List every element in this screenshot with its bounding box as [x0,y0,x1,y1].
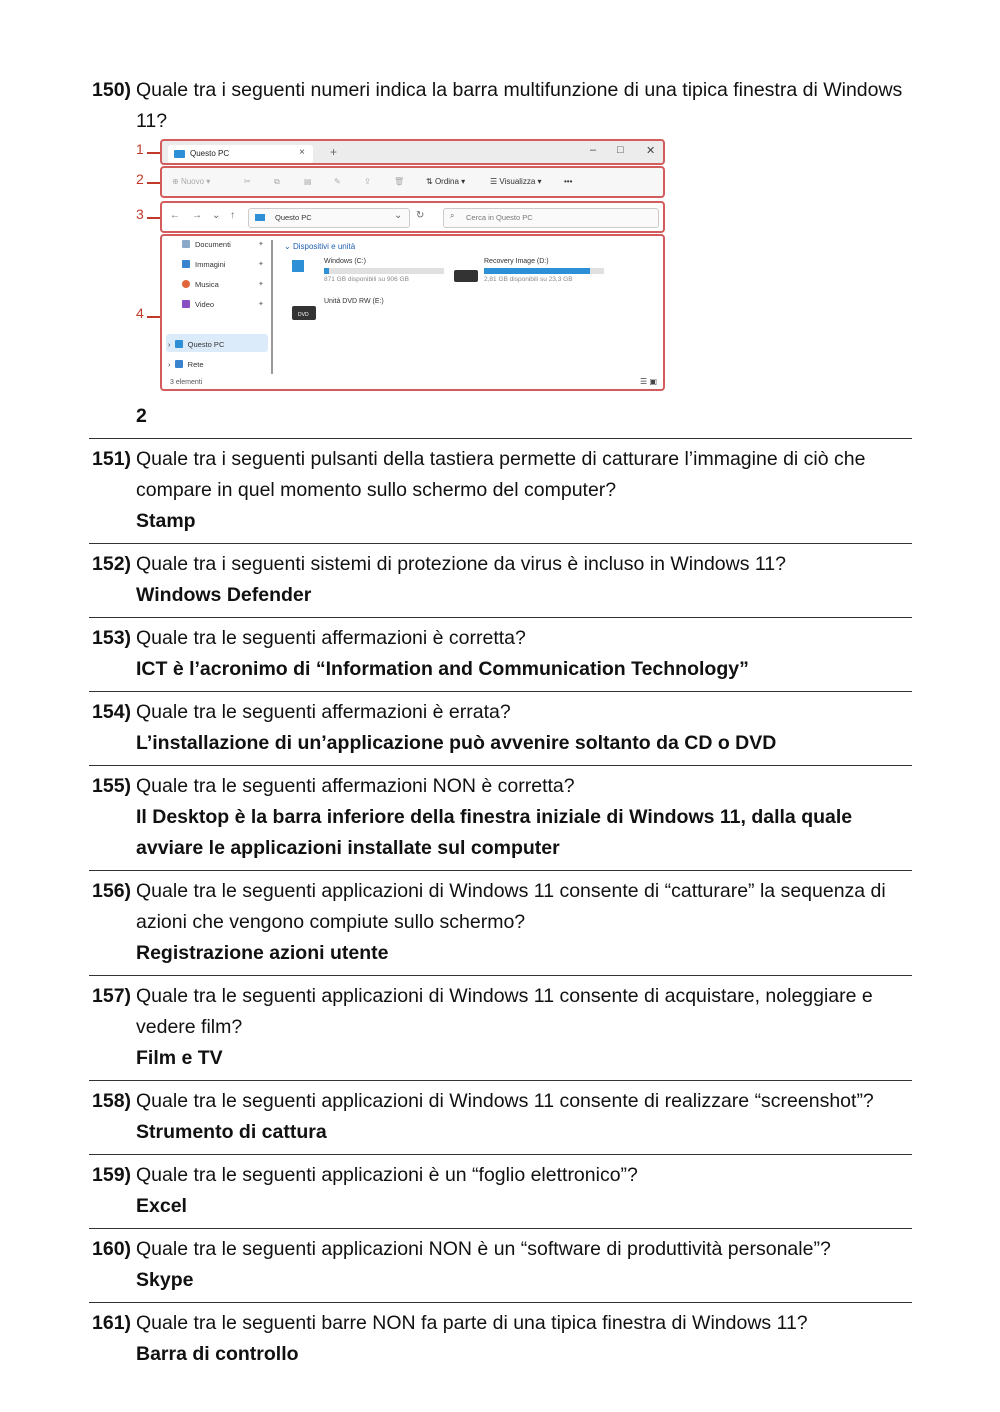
sidebar-item-label: Musica [195,280,219,289]
section-header[interactable]: ⌄ Dispositivi e unità [284,242,356,251]
new-label: Nuovo [180,177,205,186]
more-button[interactable]: ••• [564,177,573,186]
drive-usage-fill [484,268,590,274]
drive-name: Recovery Image (D:) [484,258,549,265]
sidebar-item-immagini[interactable] [182,260,225,269]
question-number: 155) [92,775,132,797]
pin-icon: ✦ [258,301,264,308]
address-text: Questo PC [275,213,312,222]
section-title: Dispositivi e unità [292,242,356,251]
search-input[interactable] [443,208,659,228]
question-number: 158) [92,1090,132,1112]
network-icon [175,360,183,368]
drive-free-text: 871 GB disponibili su 906 GB [324,276,409,283]
forward-icon[interactable]: → [192,210,202,221]
question-item [89,544,912,618]
view-button[interactable]: ☰ Visualizza ▾ [490,177,542,186]
back-icon[interactable]: ← [170,210,180,221]
pin-icon: ✦ [258,281,264,288]
question-item [89,1303,912,1376]
view-label: Visualizza [499,177,536,186]
pin-icon: ✦ [258,261,264,268]
paste-icon[interactable]: ▤ [304,177,312,186]
drive-e-info[interactable] [324,298,384,305]
question-item [89,766,912,871]
answer-text: Il Desktop è la barra inferiore della finestra iniziale di Windows 11, dalla quale avviare le applicazioni installate sul computer [136,806,853,859]
question-text: Quale tra le seguenti applicazioni di Windows 11 consente di acquistare, noleggiare e vedere film? [136,985,873,1038]
up-icon[interactable]: ↑ [230,210,235,221]
drive-usage-bar [484,268,604,274]
drive-usage-fill [324,268,329,274]
explorer-window [160,139,665,391]
pictures-icon [182,260,190,268]
question-item [89,75,912,439]
callout-label: 4 [136,305,144,321]
sidebar-item-documenti[interactable] [182,240,231,249]
question-text: Quale tra i seguenti pulsanti della tastiera permette di catturare l’immagine di ciò che compare in quel momento sullo schermo del computer? [136,448,866,501]
minimize-icon[interactable]: – [590,144,597,156]
question-number: 159) [92,1164,132,1186]
answer-text: Barra di controllo [136,1343,299,1365]
answer-text: Strumento di cattura [136,1121,327,1143]
callout-line [147,316,160,318]
question-item [89,1081,912,1155]
answer-text: Excel [136,1195,187,1217]
address-dropdown-icon[interactable]: ⌄ [394,210,403,221]
sidebar-item-video[interactable] [182,300,214,309]
documents-icon [182,240,190,248]
drive-name: Unità DVD RW (E:) [324,298,384,305]
question-text: Quale tra le seguenti applicazioni di Windows 11 consente di “catturare” la sequenza di azioni che vengono compiute sullo schermo? [136,880,886,933]
question-number: 154) [92,701,132,723]
windows-logo-icon [292,260,304,272]
sidebar-item-label: Rete [187,360,204,369]
callout-line [147,217,160,219]
sort-label: Ordina [434,177,459,186]
question-item [89,439,912,544]
dvd-drive-icon [292,306,316,320]
new-tab-icon[interactable]: + [330,145,338,159]
question-item [89,976,912,1081]
answer-text: Film e TV [136,1047,223,1069]
sidebar-item-label: Documenti [195,240,231,249]
computer-icon [255,214,265,221]
rename-icon[interactable]: ✎ [334,177,341,186]
close-tab-icon[interactable]: × [299,147,305,158]
sidebar-item-label: Immagini [195,260,226,269]
close-icon[interactable]: ✕ [646,145,656,157]
computer-icon [175,340,183,348]
question-item [89,1229,912,1303]
share-icon[interactable]: ⇪ [364,177,371,186]
question-text: Quale tra le seguenti affermazioni è corretta? [136,627,526,649]
command-bar [160,166,665,198]
cut-icon[interactable]: ✂ [244,177,251,186]
sidebar-item-label: Video [195,300,215,309]
delete-icon[interactable]: 🗑 [394,177,405,186]
question-item [89,618,912,692]
navigation-pane [162,236,270,376]
question-number: 151) [92,448,132,470]
new-button[interactable]: ⊕ Nuovo ▾ [172,177,211,186]
question-number: 152) [92,553,132,575]
drive-icon [454,270,478,282]
sidebar-item-musica[interactable] [182,280,219,289]
question-item [89,871,912,976]
answer-text: Skype [136,1269,194,1291]
explorer-figure [134,139,674,395]
callout-label: 3 [136,206,144,222]
pin-icon: ✦ [258,241,264,248]
video-icon [182,300,190,308]
sidebar-item-questo-pc[interactable]: › Questo PC [168,340,225,349]
tab-title: Questo PC [190,149,230,158]
question-number: 156) [92,880,132,902]
search-placeholder: Cerca in Questo PC [466,213,533,222]
question-number: 153) [92,627,132,649]
drive-free-text: 2,81 GB disponibili su 23,3 GB [484,276,573,283]
answer-text: L’installazione di un’applicazione può avvenire soltanto da CD o DVD [136,732,777,754]
answer-text: 2 [136,405,147,427]
question-text: Quale tra le seguenti applicazioni è un “foglio elettronico”? [136,1164,638,1186]
sidebar-item-label: Questo PC [187,340,225,349]
sidebar-item-rete[interactable]: › Rete [168,360,204,369]
address-field[interactable] [248,208,410,228]
drive-c-info[interactable] [324,258,444,283]
music-icon [182,280,190,288]
question-text: Quale tra i seguenti sistemi di protezione da virus è incluso in Windows 11? [136,553,786,575]
question-text: Quale tra i seguenti numeri indica la barra multifunzione di una tipica finestra di Windows 11? [136,79,903,132]
question-item [89,1155,912,1229]
dvd-label: DVD [298,312,309,318]
callout-label: 1 [136,141,144,157]
content-area [160,234,665,391]
search-icon: ⌕ [450,211,455,220]
computer-icon [174,150,185,158]
callout-line [147,182,160,184]
copy-icon[interactable]: ⧉ [274,177,280,186]
callout-label: 2 [136,171,144,187]
sidebar-scrollbar[interactable] [271,240,273,374]
refresh-icon[interactable]: ↻ [416,210,425,221]
answer-text: Windows Defender [136,584,312,606]
question-number: 157) [92,985,132,1007]
tab-questo-pc[interactable] [168,145,313,163]
answer-text: Stamp [136,510,196,532]
drive-name: Windows (C:) [324,258,367,265]
question-number: 160) [92,1238,132,1260]
question-number: 150) [92,79,132,101]
view-toggle-icons[interactable]: ☰ ▣ [640,377,657,386]
answer-text: ICT è l’acronimo di “Information and Communication Technology” [136,658,749,680]
question-text: Quale tra le seguenti applicazioni di Windows 11 consente di realizzare “screenshot”? [136,1090,874,1112]
answer-text: Registrazione azioni utente [136,942,389,964]
status-bar-text: 3 elementi [170,379,203,386]
recent-icon[interactable]: ⌄ [212,210,221,221]
question-item [89,692,912,766]
sort-button[interactable]: ⇅ Ordina ▾ [426,177,466,186]
question-text: Quale tra le seguenti barre NON fa parte di una tipica finestra di Windows 11? [136,1312,808,1334]
callout-line [147,152,160,154]
question-text: Quale tra le seguenti affermazioni è errata? [136,701,511,723]
drive-d-info[interactable] [484,258,604,283]
address-bar [160,201,665,233]
question-list [89,75,912,1376]
title-bar [160,139,665,165]
question-number: 161) [92,1312,132,1334]
maximize-icon[interactable]: □ [617,144,624,156]
drive-usage-bar [324,268,444,274]
question-text: Quale tra le seguenti applicazioni NON è un “software di produttività personale”? [136,1238,831,1260]
question-text: Quale tra le seguenti affermazioni NON è corretta? [136,775,575,797]
